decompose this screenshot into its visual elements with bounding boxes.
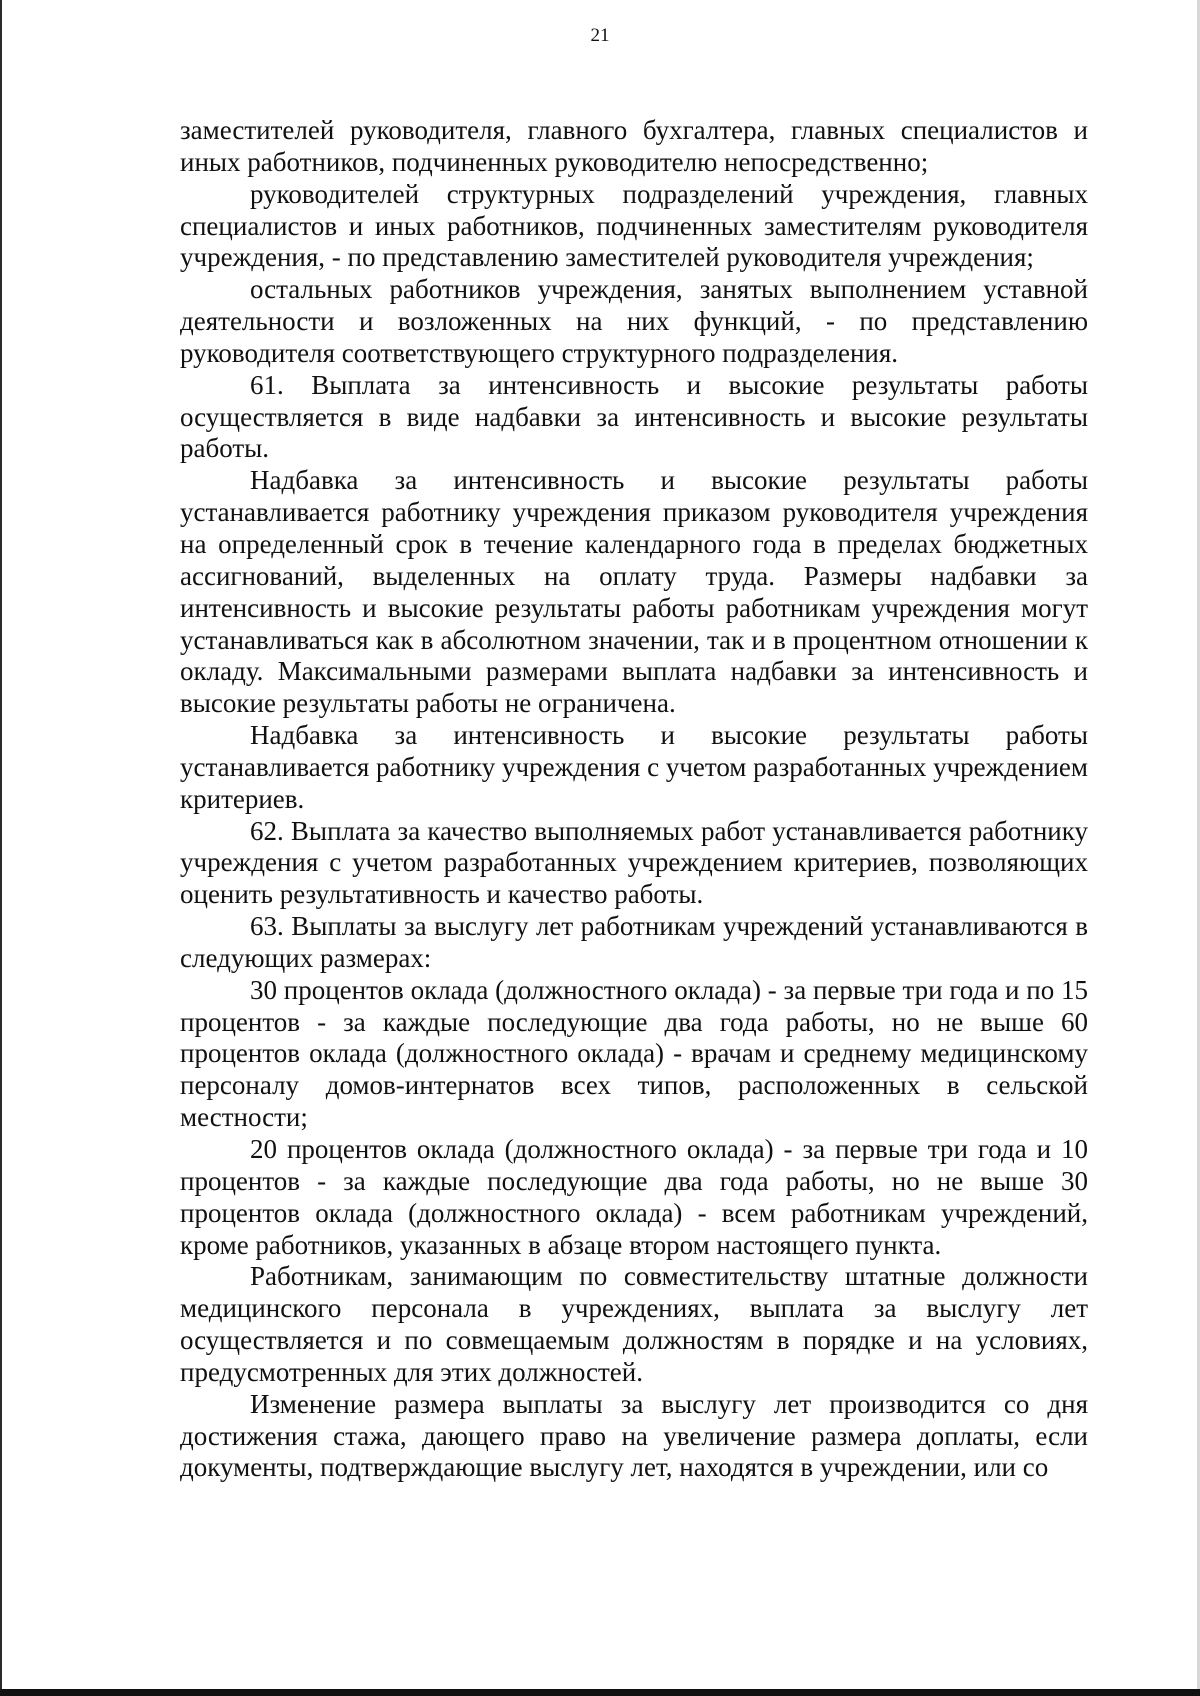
scan-edge-left [0, 0, 2, 1696]
paragraph-division-heads: руководителей структурных подразделений учреждения, главных специалистов и иных работников, подчиненных заместителям руководителя учреждения, - по представлению заместителей руководителя учреждения; [180, 178, 1088, 273]
paragraph-allowance-setting: Надбавка за интенсивность и высокие результаты работы устанавливается работнику учреждения приказом руководителя учреждения на определенный срок в течение календарного года в пределах бюджетных ассигнований, выделенных на оплату труда. Размеры надбавки за интенсивность и высокие результаты работы работникам учреждения могут устанавливаться как в абсолютном значении, так и в процентном отношении к окладу. Максимальными размерами выплата надбавки за интенсивность и высокие результаты работы не ограничена. [180, 465, 1088, 719]
scan-edge-bottom [0, 1689, 1200, 1696]
paragraph-63: 63. Выплаты за выслугу лет работникам учреждений устанавливаются в следующих размерах: [180, 911, 1088, 973]
paragraph-part-time: Работникам, занимающим по совместительству штатные должности медицинского персонала в учреждениях, выплата за выслугу лет осуществляется и по совмещаемым должностям в порядке и на условиях, предусмотренных для этих должностей. [180, 1261, 1088, 1387]
document-body [180, 115, 1088, 1484]
paragraph-62: 62. Выплата за качество выполняемых работ устанавливается работнику учреждения с учетом разработанных учреждением критериев, позволяющих оценить результативность и качество работы. [180, 815, 1088, 910]
paragraph-20-percent: 20 процентов оклада (должностного оклада) - за первые три года и 10 процентов - за каждые последующие два года работы, но не выше 30 процентов оклада (должностного оклада) - всем работникам учреждений, кроме работников, указанных в абзаце втором настоящего пункта. [180, 1134, 1088, 1260]
paragraph-size-change: Изменение размера выплаты за выслугу лет производится со дня достижения стажа, дающего право на увеличение размера доплаты, если документы, подтверждающие выслугу лет, находятся в учреждении, или со [180, 1388, 1088, 1483]
paragraph-61: 61. Выплата за интенсивность и высокие результаты работы осуществляется в виде надбавки за интенсивность и высокие результаты работы. [180, 369, 1088, 464]
paragraph-allowance-criteria: Надбавка за интенсивность и высокие результаты работы устанавливается работнику учреждения с учетом разработанных учреждением критериев. [180, 720, 1088, 814]
paragraph-deputies: заместителей руководителя, главного бухгалтера, главных специалистов и иных работников, подчиненных руководителю непосредственно; [180, 115, 1088, 177]
page-number: 21 [590, 25, 610, 46]
paragraph-other-employees: остальных работников учреждения, занятых выполнением уставной деятельности и возложенных на них функций, - по представлению руководителя соответствующего структурного подразделения. [180, 274, 1088, 368]
paragraph-30-percent: 30 процентов оклада (должностного оклада) - за первые три года и по 15 процентов - за каждые последующие два года работы, но не выше 60 процентов оклада (должностного оклада) - врачам и среднему медицинскому персоналу домов-интернатов всех типов, расположенных в сельской местности; [180, 974, 1088, 1133]
